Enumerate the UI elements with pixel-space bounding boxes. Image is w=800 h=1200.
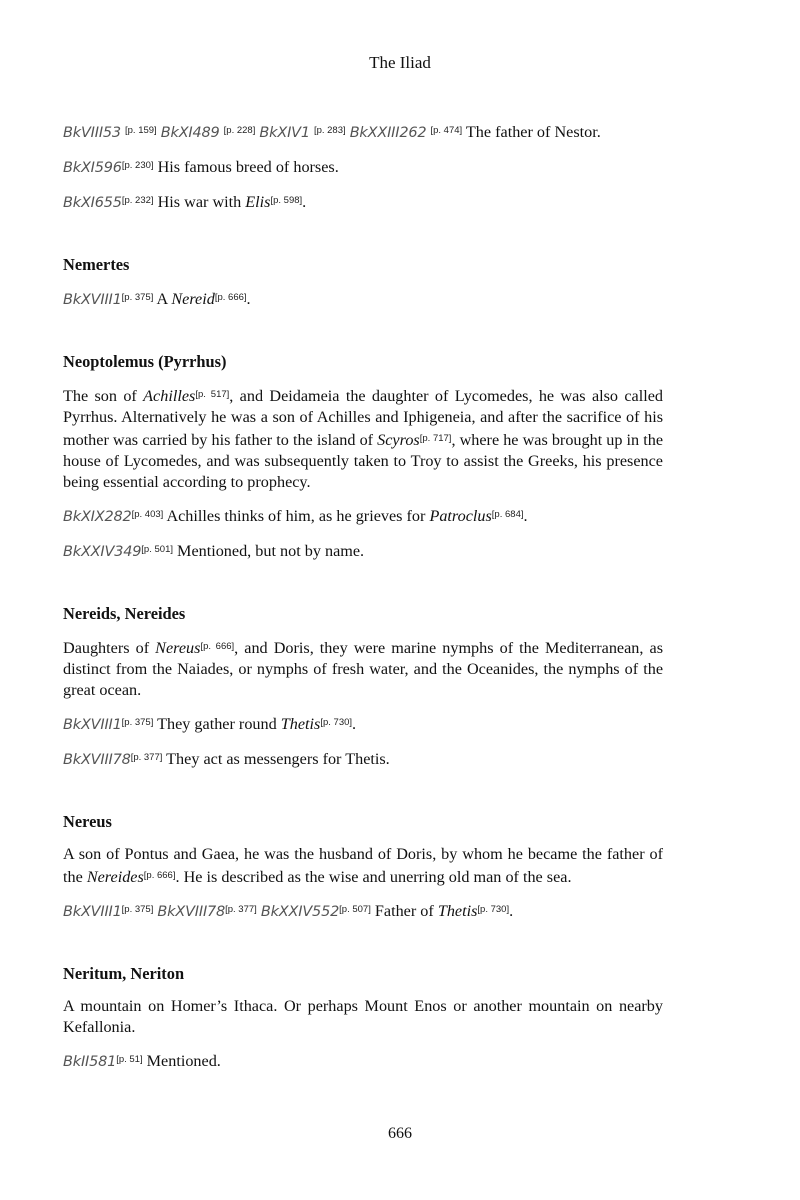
entry-heading-neoptolemus: Neoptolemus (Pyrrhus) [63, 352, 227, 371]
book-ref-link[interactable]: BkXVIII1 [63, 717, 122, 733]
nereus-ref-paragraph [63, 899, 663, 923]
page-number: 666 [388, 1125, 412, 1142]
page-ref: [p. 375] [121, 717, 154, 728]
neoptolemus-ref-paragraph [63, 504, 663, 528]
entry-text: , and Deidameia the daughter of Lycomedes, he was also called Pyrrhus. Alternatively he was a son of Achilles and Iphigeneia, and after the sacrifice of his mother was carried by his father to the island of [63, 387, 663, 449]
neoptolemus-ref-paragraph [63, 539, 663, 563]
entry-heading-neritum: Neritum, Neriton [63, 964, 185, 983]
page-ref: [p. 717] [419, 433, 452, 444]
entry-heading-nereus: Nereus [63, 812, 112, 831]
running-head: The Iliad [369, 53, 431, 72]
nemertes-paragraph [63, 287, 663, 311]
page-ref: [p. 666] [214, 292, 247, 303]
entry-heading-nereids: Nereids, Nereides [63, 604, 186, 623]
punctuation: . [302, 193, 307, 211]
cross-ref-name-link[interactable]: Patroclus [429, 507, 492, 525]
page-ref: [p. 684] [491, 509, 524, 520]
page-ref: [p. 598] [270, 195, 303, 206]
cross-ref-name-link[interactable]: Thetis [437, 902, 478, 920]
page-ref: [p. 517] [195, 389, 230, 400]
book-ref-link[interactable]: BkXVIII78 [63, 752, 131, 768]
entry-text: They act as messengers for Thetis. [166, 750, 390, 768]
cross-ref-name-link[interactable]: Achilles [143, 387, 196, 405]
page-ref: [p. 375] [121, 904, 154, 915]
page-ref: [p. 474] [430, 125, 463, 136]
entry-text: The son of [63, 387, 137, 405]
book-ref-link[interactable]: BkXVIII78 [157, 904, 226, 920]
book-ref-link[interactable]: BkXI596 [63, 160, 122, 176]
page-ref: [p. 730] [320, 717, 353, 728]
page-ref: [p. 501] [141, 544, 173, 555]
page-ref: [p. 377] [225, 904, 257, 915]
entry-heading-nemertes: Nemertes [63, 255, 130, 274]
page-ref: [p. 228] [223, 125, 256, 136]
entry-text: A [156, 290, 168, 308]
page-ref: [p. 377] [130, 752, 163, 763]
page-ref: [p. 666] [143, 870, 176, 881]
entry-text: The father of Nestor. [465, 123, 601, 141]
page-content [63, 120, 663, 1073]
entry-text: A son of Pontus and Gaea, he was the husband of Doris, by whom he became the father of the [63, 845, 663, 886]
book-ref-link[interactable]: BkXXIII262 [349, 125, 427, 141]
neritum-ref-paragraph [63, 1049, 663, 1073]
book-ref-link[interactable]: BkXI655 [63, 195, 122, 211]
page-ref: [p. 730] [477, 904, 510, 915]
nereids-ref-paragraph [63, 747, 663, 771]
entry-text: Achilles thinks of him, as he grieves for [166, 507, 426, 525]
page-ref: [p. 403] [131, 509, 164, 520]
book-ref-link[interactable]: BkXIX282 [63, 509, 132, 525]
book-ref-link[interactable]: BkVIII53 [63, 125, 121, 141]
page-ref: [p. 232] [121, 195, 154, 206]
entry-text: Mentioned, but not by name. [177, 542, 365, 560]
entry-text: Father of [374, 902, 434, 920]
nestor-elis-paragraph [63, 190, 663, 214]
punctuation: . [509, 902, 514, 920]
page-ref: [p. 507] [339, 904, 371, 915]
page-ref: [p. 666] [200, 641, 235, 652]
book-ref-link[interactable]: BkXXIV552 [260, 904, 340, 920]
punctuation: . [246, 290, 251, 308]
entry-text: His war with [157, 193, 242, 211]
punctuation: . [352, 715, 357, 733]
book-ref-link[interactable]: BkII581 [63, 1054, 117, 1070]
cross-ref-name-link[interactable]: Nereid [171, 290, 215, 308]
nestor-horses-paragraph [63, 155, 663, 179]
book-ref-link[interactable]: BkXI489 [160, 125, 220, 141]
entry-text: They gather round [157, 715, 277, 733]
cross-ref-name-link[interactable]: Nereus [155, 639, 201, 657]
entry-text: His famous breed of horses. [157, 158, 339, 176]
page-ref: [p. 51] [116, 1054, 143, 1065]
entry-text: Mentioned. [146, 1052, 221, 1070]
nereids-ref-paragraph [63, 712, 663, 736]
nereids-description [63, 636, 663, 701]
book-ref-link[interactable]: BkXIV1 [259, 125, 310, 141]
neoptolemus-description [63, 384, 663, 493]
entry-text: Daughters of [63, 639, 150, 657]
nereus-description [63, 844, 663, 888]
cross-ref-name-link[interactable]: Thetis [280, 715, 321, 733]
cross-ref-name-link[interactable]: Scyros [377, 431, 420, 449]
entry-text: , where he was brought up in the house of Lycomedes, and was subsequently taken to Troy to assist the Greeks, his presence being essential according to prophecy. [63, 431, 663, 491]
book-ref-link[interactable]: BkXVIII1 [63, 904, 122, 920]
page-ref: [p. 159] [125, 125, 157, 136]
page-ref: [p. 230] [121, 160, 154, 171]
nestor-refs-paragraph [63, 120, 663, 144]
neritum-description: A mountain on Homer’s Ithaca. Or perhaps Mount Enos or another mountain on nearby Kefallonia. [63, 997, 663, 1036]
book-ref-link[interactable]: BkXXIV349 [63, 544, 142, 560]
book-ref-link[interactable]: BkXVIII1 [63, 292, 122, 308]
punctuation: . [523, 507, 528, 525]
entry-text: , and Doris, they were marine nymphs of the Mediterranean, as distinct from the Naiades, or nymphs of fresh water, and the Oceanides, the nymphs of the great ocean. [63, 639, 663, 699]
page-ref: [p. 375] [121, 292, 154, 303]
cross-ref-name-link[interactable]: Elis [245, 193, 271, 211]
entry-text: . He is described as the wise and unerring old man of the sea. [175, 868, 572, 886]
cross-ref-name-link[interactable]: Nereides [86, 868, 144, 886]
page-ref: [p. 283] [313, 125, 346, 136]
